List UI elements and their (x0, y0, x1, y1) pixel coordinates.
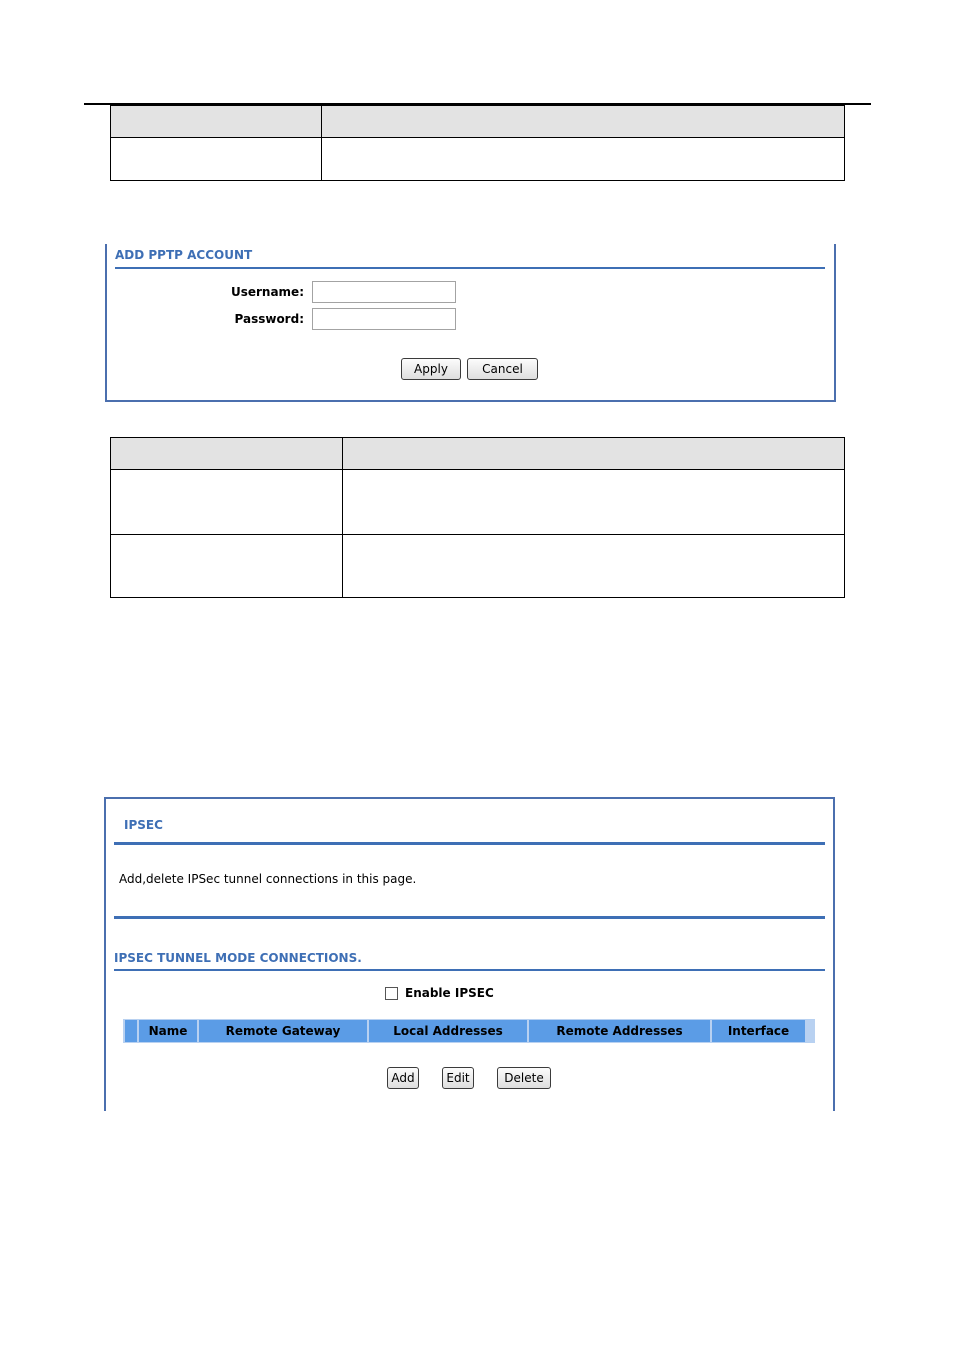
doc-table-top (110, 105, 845, 181)
column-header-remote-gateway: Remote Gateway (199, 1020, 367, 1042)
table-cell (111, 534, 343, 597)
ipsec-description: Add,delete IPSec tunnel connections in this page. (119, 872, 417, 886)
cancel-button[interactable]: Cancel (467, 358, 538, 380)
table-cell (111, 470, 343, 534)
table-cell (322, 106, 845, 138)
table-cell (343, 438, 845, 470)
ipsec-tunnel-rule (114, 969, 825, 971)
password-input[interactable] (312, 308, 456, 330)
table-cell (111, 138, 322, 181)
ipsec-title-rule (114, 842, 825, 845)
pptp-panel-title: ADD PPTP ACCOUNT (115, 248, 253, 262)
table-cell (343, 470, 845, 534)
column-header-remote-addresses: Remote Addresses (529, 1020, 710, 1042)
table-cell (111, 438, 343, 470)
ipsec-panel-title: IPSEC (124, 818, 163, 832)
password-label: Password: (234, 312, 304, 326)
add-button[interactable]: Add (387, 1067, 419, 1089)
ipsec-connections-table-header (123, 1019, 815, 1043)
enable-ipsec-label: Enable IPSEC (405, 986, 494, 1000)
enable-ipsec-checkbox[interactable] (385, 987, 398, 1000)
table-header-spacer (125, 1020, 137, 1042)
column-header-local-addresses: Local Addresses (369, 1020, 527, 1042)
username-input[interactable] (312, 281, 456, 303)
column-header-interface: Interface (712, 1020, 805, 1042)
table-cell (322, 138, 845, 181)
pptp-title-rule (115, 267, 825, 269)
ipsec-description-rule (114, 916, 825, 919)
ipsec-tunnel-section-title: IPSEC TUNNEL MODE CONNECTIONS. (114, 951, 362, 965)
delete-button[interactable]: Delete (497, 1067, 551, 1089)
doc-table-middle (110, 437, 845, 598)
table-cell (343, 534, 845, 597)
column-header-name: Name (139, 1020, 197, 1042)
username-label: Username: (230, 285, 304, 299)
edit-button[interactable]: Edit (442, 1067, 474, 1089)
table-cell (111, 106, 322, 138)
apply-button[interactable]: Apply (401, 358, 461, 380)
